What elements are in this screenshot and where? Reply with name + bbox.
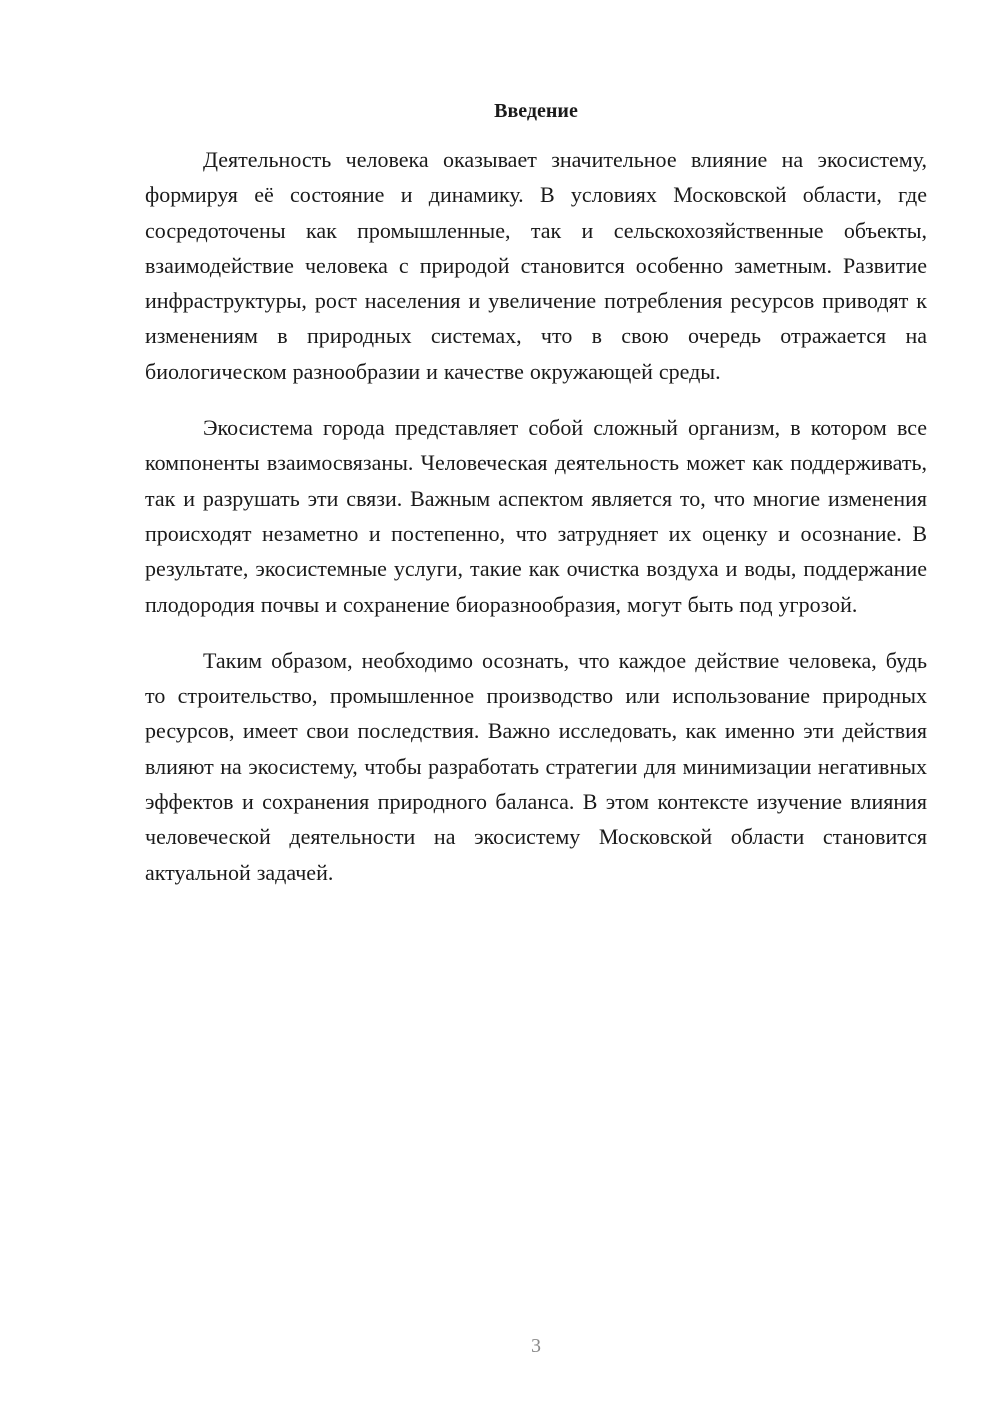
page-number: 3: [531, 1335, 541, 1357]
paragraph-1: Деятельность человека оказывает значительное влияние на экосистему, формируя её состояние и динамику. В условиях Московской области, где сосредоточены как промышленные, так и сельскохозяйственные объекты, взаимодействие человека с природой становится особенно заметным. Развитие инфраструктуры, рост населения и увеличение потребления ресурсов приводят к изменениям в природных системах, что в свою очередь отражается на биологическом разнообразии и качестве окружающей среды.: [145, 147, 927, 384]
section-heading: Введение: [494, 100, 578, 122]
paragraph-3: Таким образом, необходимо осознать, что каждое действие человека, будь то строительство, промышленное производство или использование природных ресурсов, имеет свои последствия. Важно исследовать, как именно эти действия влияют на экосистему, чтобы разработать стратегии для минимизации негативных эффектов и сохранения природного баланса. В этом контексте изучение влияния человеческой деятельности на экосистему Московской области становится актуальной задачей.: [145, 647, 927, 885]
body-text: [145, 142, 927, 911]
paragraph-2: Экосистема города представляет собой сложный организм, в котором все компоненты взаимосвязаны. Человеческая деятельность может как поддерживать, так и разрушать эти связи. Важным аспектом является то, что многие изменения происходят незаметно и постепенно, что затрудняет их оценку и осознание. В результате, экосистемные услуги, такие как очистка воздуха и воды, поддержание плодородия почвы и сохранение биоразнообразия, могут быть под угрозой.: [145, 415, 927, 617]
